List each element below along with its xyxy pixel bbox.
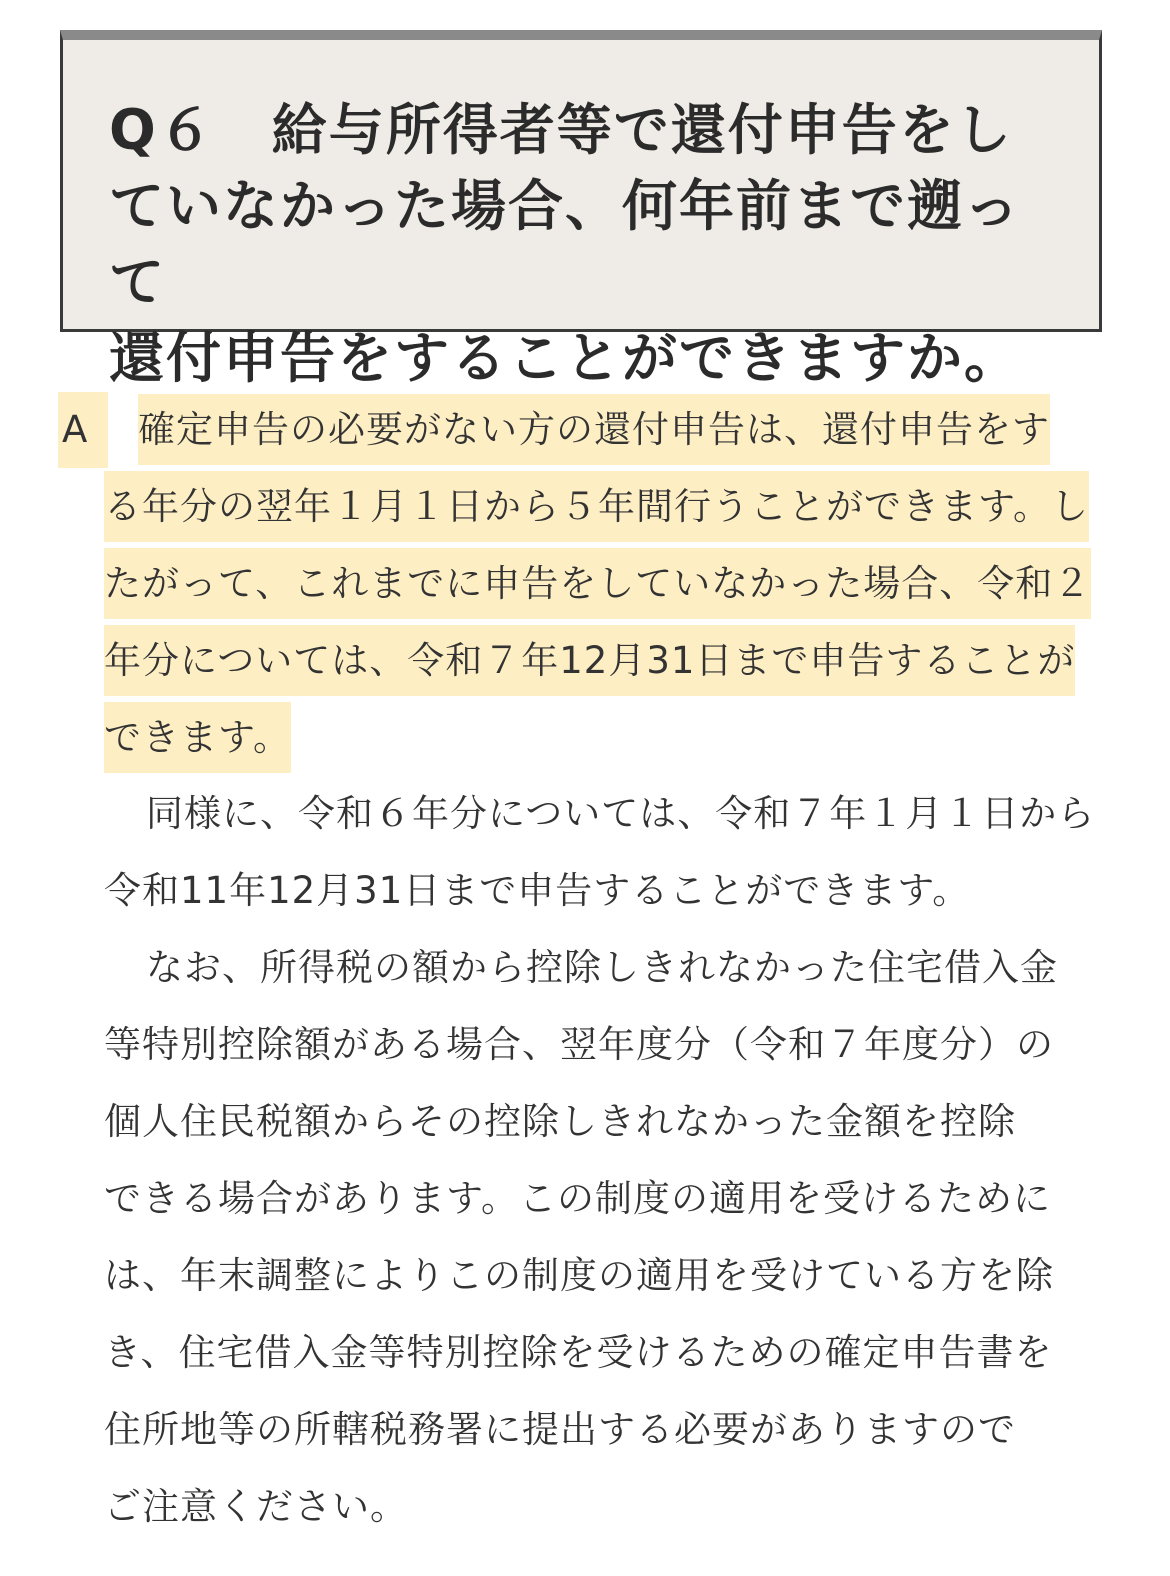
answer-line: なお、所得税の額から控除しきれなかった住宅借入金: [146, 946, 1058, 989]
answer-line: は、年末調整によりこの制度の適用を受けている方を除: [104, 1254, 1054, 1297]
answer-line: [104, 637, 1075, 685]
highlighted-text: たがって、これまでに申告をしていなかった場合、令和２: [104, 548, 1091, 619]
answer-line: [104, 560, 1091, 608]
answer-line: ご注意ください。: [104, 1485, 408, 1528]
question-box: [60, 30, 1102, 390]
answer-line: 個人住民税額からその控除しきれなかった金額を控除: [104, 1100, 1016, 1143]
highlighted-text: できます。: [104, 702, 291, 773]
question-heading: [109, 92, 1059, 396]
answer-line: [104, 483, 1089, 531]
question-line: 還付申告をすることができますか。: [109, 326, 1022, 390]
answer-line: き、住宅借入金等特別控除を受けるための確定申告書を: [104, 1331, 1053, 1374]
question-line: ていなかった場合、何年前まで遡って: [109, 174, 1022, 314]
answer-line: [138, 406, 1050, 454]
answer-line: [104, 714, 291, 762]
question-line: Q６ 給与所得者等で還付申告をし: [109, 98, 1013, 162]
highlighted-text: 確定申告の必要がない方の還付申告は、還付申告をす: [138, 394, 1050, 465]
answer-line: できる場合があります。この制度の適用を受けるために: [104, 1177, 1052, 1220]
highlighted-text: る年分の翌年１月１日から５年間行うことができます。し: [104, 471, 1089, 542]
answer-line: 等特別控除額がある場合、翌年度分（令和７年度分）の: [104, 1023, 1054, 1066]
answer-line: 令和11年12月31日まで申告することができます。: [104, 869, 971, 912]
highlighted-text: 年分については、令和７年12月31日まで申告することが: [104, 625, 1075, 696]
answer-line: 住所地等の所轄税務署に提出する必要がありますので: [104, 1408, 1016, 1451]
answer-label: A: [62, 408, 88, 451]
answer-line: 同様に、令和６年分については、令和７年１月１日から: [146, 792, 1096, 835]
